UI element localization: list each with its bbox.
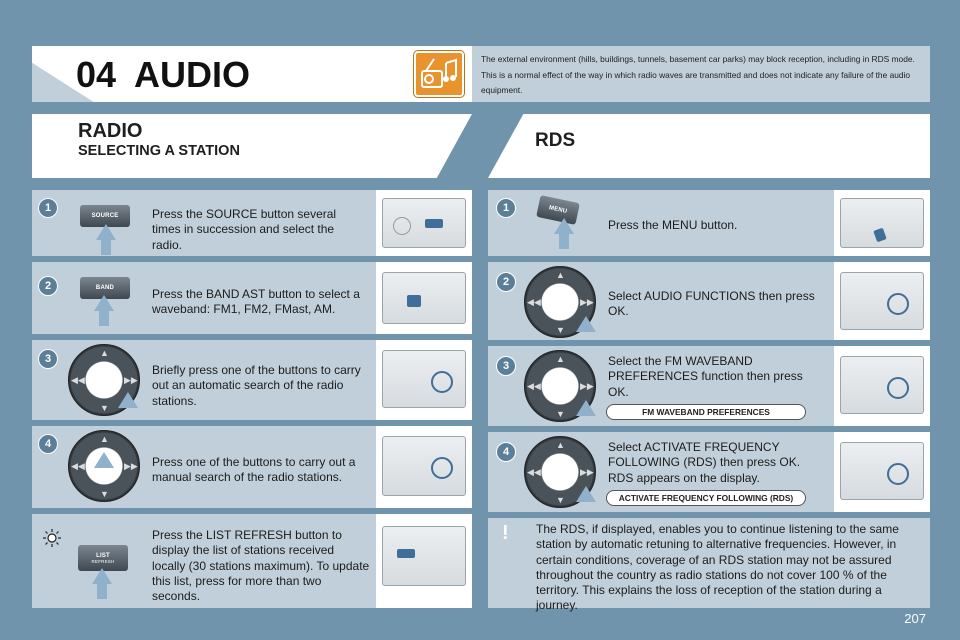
step-number-badge: 4 [496,442,516,462]
left-arrow-icon: ◀◀ [527,467,541,477]
step-number-badge: 1 [38,198,58,218]
press-arrow-stem [99,310,109,326]
list-button-label: LIST [96,552,110,559]
right-arrow-icon: ▶▶ [580,467,594,477]
left-arrow-icon: ◀◀ [527,297,541,307]
up-arrow-icon: ▲ [100,348,109,358]
warning-exclamation-icon: ! [502,522,509,544]
down-arrow-icon: ▼ [100,403,109,413]
press-arrow-icon [576,486,596,502]
chapter-number: 04 [76,54,117,95]
press-arrow-icon [94,452,114,468]
radio-front-panel-image [382,198,466,248]
chapter-title: AUDIO [134,54,250,95]
radio-front-panel-image [382,526,466,586]
down-arrow-icon: ▼ [556,495,565,505]
radio-front-panel-image [840,198,924,248]
radio-front-panel-image [840,442,924,500]
press-arrow-icon [96,224,116,240]
step-number-badge: 2 [38,276,58,296]
radio-title: RADIO [78,120,143,142]
step-number-badge: 1 [496,198,516,218]
radio-front-panel-image [840,356,924,414]
right-arrow-icon: ▶▶ [124,461,138,471]
up-arrow-icon: ▲ [556,354,565,364]
radio-step-2-text: Press the BAND AST button to select a waveband: FM1, FM2, FMast, AM. [152,287,360,317]
rds-step-1-text: Press the MENU button. [608,218,738,232]
left-arrow-icon: ◀◀ [527,381,541,391]
press-arrow-icon [92,568,112,584]
rds-title: RDS [535,130,576,151]
right-arrow-icon: ▶▶ [580,381,594,391]
rds-display-label: ACTIVATE FREQUENCY FOLLOWING (RDS) [606,490,806,506]
menu-button: MENU [536,195,580,225]
page-number: 207 [904,611,926,626]
tip-sun-icon [42,528,62,553]
press-arrow-icon [94,295,114,311]
press-arrow-icon [576,316,596,332]
rds-step-4-text: Select ACTIVATE FREQUENCY FOLLOWING (RDS) then press OK. RDS appears on the display. [608,440,801,485]
up-arrow-icon: ▲ [556,270,565,280]
press-arrow-stem [97,583,107,599]
press-arrow-icon [576,400,596,416]
rds-warning-text: The RDS, if displayed, enables you to continue listening to the same station by automatic retuning to alternative frequencies. However, in certain conditions, coverage of an RDS station may not be assured throughout the country as radio stations do not cover 100 % of the territory. This explains the loss of reception of the station during a journey. [536,522,899,613]
down-arrow-icon: ▼ [100,489,109,499]
right-arrow-icon: ▶▶ [124,375,138,385]
step-number-badge: 4 [38,434,58,454]
rds-step-3-text: Select the FM WAVEBAND PREFERENCES function then press OK. [608,354,803,399]
down-arrow-icon: ▼ [556,325,565,335]
radio-front-panel-image [382,272,466,324]
radio-front-panel-image [840,272,924,330]
left-arrow-icon: ◀◀ [71,375,85,385]
step-number-badge: 2 [496,272,516,292]
press-arrow-icon [554,218,574,234]
radio-tip-text: Press the LIST REFRESH button to display the list of stations received locally (30 stations maximum). To update this list, press for more than two seconds. [152,528,370,604]
up-arrow-icon: ▲ [556,440,565,450]
press-arrow-icon [118,392,138,408]
step-number-badge: 3 [38,349,58,369]
refresh-button-label: REFRESH [91,558,115,564]
step-number-badge: 3 [496,356,516,376]
press-arrow-stem [101,239,111,255]
press-arrow-stem [559,233,569,249]
up-arrow-icon: ▲ [100,434,109,444]
radio-music-icon [414,51,464,97]
down-arrow-icon: ▼ [556,409,565,419]
fm-waveband-display-label: FM WAVEBAND PREFERENCES [606,404,806,420]
source-button: SOURCE [80,205,130,227]
rds-step-2-text: Select AUDIO FUNCTIONS then press OK. [608,289,815,319]
radio-step-1-text: Press the SOURCE button several times in succession and select the radio. [152,207,337,252]
right-arrow-icon: ▶▶ [580,297,594,307]
reception-note: The external environment (hills, buildings, tunnels, basement car parks) may block reception, including in RDS mode. This is a normal effect of the way in which radio waves are transmitted and does not indicate any failure of the audio equipment. [481,54,915,95]
radio-front-panel-image [382,436,466,496]
radio-subtitle: SELECTING A STATION [78,143,240,159]
radio-step-4-text: Press one of the buttons to carry out a manual search of the radio stations. [152,455,356,485]
radio-step-3-text: Briefly press one of the buttons to carry out an automatic search of the radio stations. [152,363,361,408]
left-arrow-icon: ◀◀ [71,461,85,471]
band-button: BAND [80,277,130,299]
radio-front-panel-image [382,350,466,408]
